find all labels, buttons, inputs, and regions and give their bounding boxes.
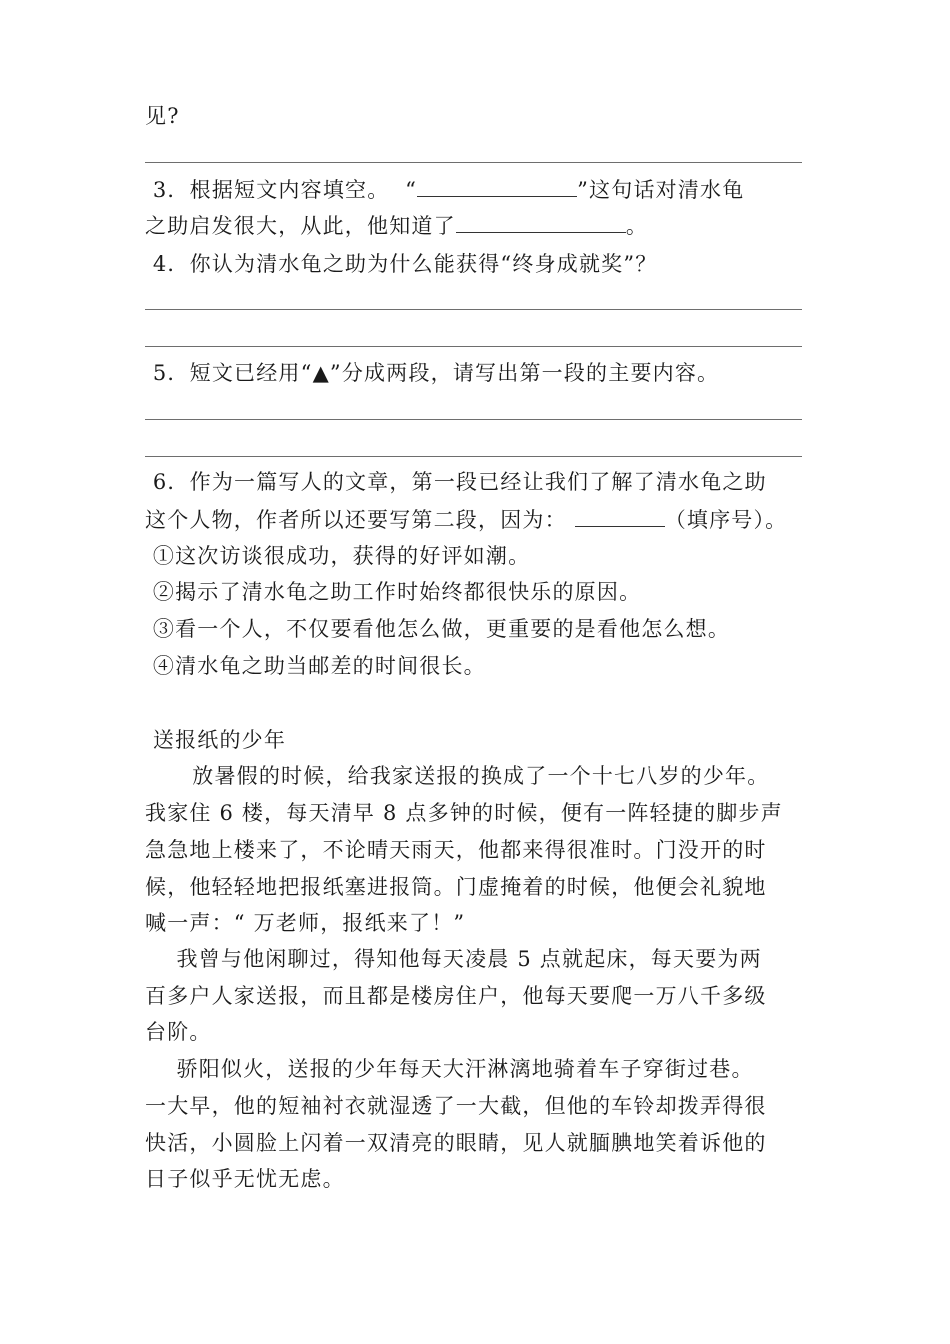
question-4: 4．你认为清水龟之助为什么能获得“终身成就奖”？ <box>145 252 658 276</box>
answer-line <box>145 309 802 310</box>
answer-line <box>145 456 802 457</box>
story-line: 日子似乎无忧无虑。 <box>145 1167 345 1191</box>
fill-blank[interactable] <box>417 178 577 197</box>
answer-line <box>145 162 802 163</box>
option-3: ③看一个人，不仅要看他怎么做，更重要的是看他怎么想。 <box>145 617 731 641</box>
story-line: 放暑假的时候，给我家送报的换成了一个十七八岁的少年。 <box>145 764 770 788</box>
story-title: 送报纸的少年 <box>145 728 287 752</box>
story-line: 快活，小圆脸上闪着一双清亮的眼睛，见人就腼腆地笑着诉他的 <box>145 1131 767 1155</box>
answer-line <box>145 346 802 347</box>
q3-text-b: ”这句话对清水龟 <box>577 178 745 202</box>
fill-blank[interactable] <box>575 508 665 527</box>
story-line: 百多户人家送报，而且都是楼房住户，他每天要爬一万八千多级 <box>145 984 767 1008</box>
question-5: 5．短文已经用“▲”分成两段，请写出第一段的主要内容。 <box>145 361 720 385</box>
answer-line <box>145 419 802 420</box>
q3-text-c: 之助启发很大，从此，他知道了 <box>145 214 456 238</box>
story-line: 我家住 6 楼，每天清早 8 点多钟的时候，便有一阵轻捷的脚步声 <box>145 801 783 825</box>
story-line: 急急地上楼来了，不论晴天雨天，他都来得很准时。门没开的时 <box>145 838 767 862</box>
question-2-tail: 见? <box>145 104 180 128</box>
story-line: 骄阳似火，送报的少年每天大汗淋漓地骑着车子穿街过巷。 <box>145 1057 754 1081</box>
question-6-line-1: 6．作为一篇写人的文章，第一段已经让我们了解了清水龟之助 <box>145 470 767 494</box>
option-2: ②揭示了清水龟之助工作时始终都很快乐的原因。 <box>145 580 642 604</box>
fill-blank[interactable] <box>456 214 626 233</box>
story-line: 我曾与他闲聊过，得知他每天凌晨 5 点就起床，每天要为两 <box>145 947 762 971</box>
option-4: ④清水龟之助当邮差的时间很长。 <box>145 654 486 678</box>
question-3-line-2 <box>145 214 648 238</box>
question-3-line-1 <box>145 178 744 202</box>
q3-text-d: 。 <box>625 214 649 238</box>
question-6-line-2 <box>145 508 787 532</box>
story-line: 一大早，他的短袖衬衣就湿透了一大截，但他的车铃却拨弄得很 <box>145 1094 767 1118</box>
story-line: 候，他轻轻地把报纸塞进报筒。门虚掩着的时候，他便会礼貌地 <box>145 875 767 899</box>
q6-text-b: （填序号）。 <box>664 508 788 532</box>
story-line: 台阶。 <box>145 1020 212 1044</box>
q6-text-a: 这个人物，作者所以还要写第二段，因为： <box>145 508 575 532</box>
q3-text-a: 3．根据短文内容填空。 “ <box>145 178 418 202</box>
option-1: ①这次访谈很成功，获得的好评如潮。 <box>145 544 531 568</box>
story-line: 喊一声：“ 万老师，报纸来了！” <box>145 911 466 935</box>
